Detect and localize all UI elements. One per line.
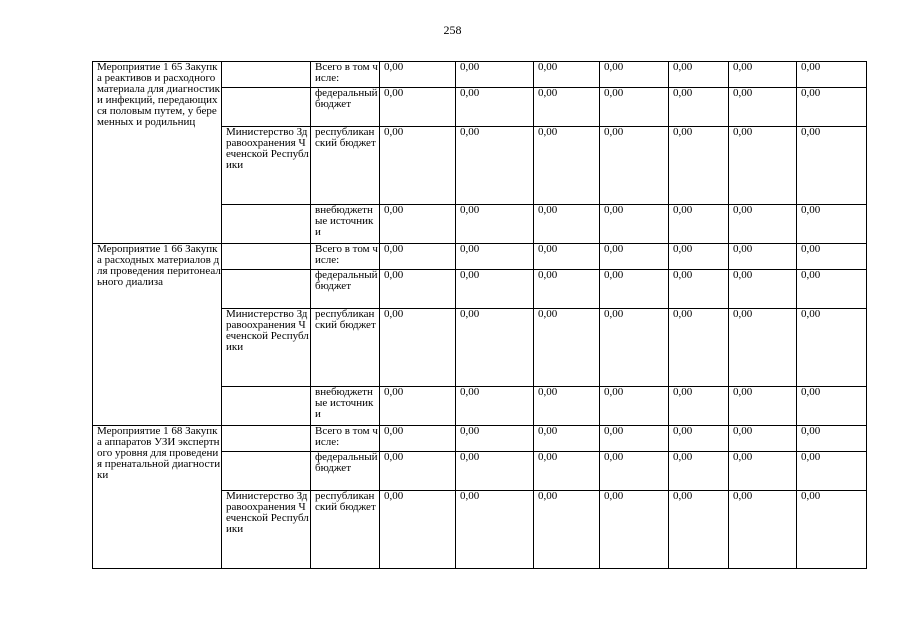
- value-cell: 0,00: [600, 270, 669, 309]
- funding-source: федеральный бюджет: [311, 88, 380, 127]
- value-cell: 0,00: [380, 88, 456, 127]
- value-cell: 0,00: [797, 88, 867, 127]
- value-cell: 0,00: [534, 244, 600, 270]
- value-cell: 0,00: [797, 491, 867, 569]
- value-cell: 0,00: [797, 244, 867, 270]
- executor-cell: Министерство Здравоохранения Чеченской Республики: [222, 127, 311, 205]
- value-cell: 0,00: [797, 270, 867, 309]
- value-cell: 0,00: [534, 88, 600, 127]
- funding-source: Всего в том числе:: [311, 62, 380, 88]
- value-cell: 0,00: [380, 309, 456, 387]
- value-cell: 0,00: [534, 491, 600, 569]
- value-cell: 0,00: [534, 387, 600, 426]
- value-cell: 0,00: [669, 244, 729, 270]
- executor-cell-empty: [222, 426, 311, 452]
- value-cell: 0,00: [380, 127, 456, 205]
- value-cell: 0,00: [380, 452, 456, 491]
- value-cell: 0,00: [797, 309, 867, 387]
- value-cell: 0,00: [669, 491, 729, 569]
- value-cell: 0,00: [797, 127, 867, 205]
- value-cell: 0,00: [380, 491, 456, 569]
- funding-source: республиканский бюджет: [311, 127, 380, 205]
- value-cell: 0,00: [534, 62, 600, 88]
- value-cell: 0,00: [729, 270, 797, 309]
- value-cell: 0,00: [534, 452, 600, 491]
- value-cell: 0,00: [729, 426, 797, 452]
- table-row: [93, 62, 867, 88]
- value-cell: 0,00: [669, 270, 729, 309]
- value-cell: 0,00: [456, 205, 534, 244]
- value-cell: 0,00: [797, 426, 867, 452]
- table-row: [93, 244, 867, 270]
- funding-source: Всего в том числе:: [311, 426, 380, 452]
- value-cell: 0,00: [380, 244, 456, 270]
- page-number: 258: [443, 23, 462, 37]
- executor-cell-empty: [222, 387, 311, 426]
- value-cell: 0,00: [669, 387, 729, 426]
- value-cell: 0,00: [600, 62, 669, 88]
- value-cell: 0,00: [669, 426, 729, 452]
- value-cell: 0,00: [669, 127, 729, 205]
- value-cell: 0,00: [534, 270, 600, 309]
- funding-source: республиканский бюджет: [311, 491, 380, 569]
- value-cell: 0,00: [380, 426, 456, 452]
- value-cell: 0,00: [729, 127, 797, 205]
- executor-cell-empty: [222, 205, 311, 244]
- value-cell: 0,00: [669, 452, 729, 491]
- value-cell: 0,00: [380, 270, 456, 309]
- value-cell: 0,00: [380, 62, 456, 88]
- value-cell: 0,00: [729, 387, 797, 426]
- value-cell: 0,00: [729, 62, 797, 88]
- funding-source: Всего в том числе:: [311, 244, 380, 270]
- value-cell: 0,00: [669, 205, 729, 244]
- value-cell: 0,00: [600, 309, 669, 387]
- value-cell: 0,00: [456, 62, 534, 88]
- value-cell: 0,00: [797, 387, 867, 426]
- executor-cell-empty: [222, 244, 311, 270]
- value-cell: 0,00: [797, 205, 867, 244]
- executor-cell-empty: [222, 452, 311, 491]
- value-cell: 0,00: [600, 244, 669, 270]
- value-cell: 0,00: [797, 62, 867, 88]
- funding-source: внебюджетные источники: [311, 387, 380, 426]
- value-cell: 0,00: [729, 244, 797, 270]
- value-cell: 0,00: [669, 62, 729, 88]
- value-cell: 0,00: [456, 127, 534, 205]
- value-cell: 0,00: [456, 244, 534, 270]
- value-cell: 0,00: [600, 387, 669, 426]
- funding-source: внебюджетные источники: [311, 205, 380, 244]
- funding-source: федеральный бюджет: [311, 270, 380, 309]
- value-cell: 0,00: [534, 205, 600, 244]
- value-cell: 0,00: [456, 309, 534, 387]
- value-cell: 0,00: [600, 452, 669, 491]
- value-cell: 0,00: [669, 309, 729, 387]
- value-cell: 0,00: [380, 205, 456, 244]
- value-cell: 0,00: [456, 387, 534, 426]
- value-cell: 0,00: [797, 452, 867, 491]
- funding-source: республиканский бюджет: [311, 309, 380, 387]
- value-cell: 0,00: [380, 387, 456, 426]
- table-row: [93, 426, 867, 452]
- measure-title: Мероприятие 1 68 Закупка аппаратов УЗИ экспертного уровня для проведения пренатальной диагностики: [93, 426, 222, 569]
- measure-title: Мероприятие 1 65 Закупка реактивов и расходного материала для диагностики инфекций, передающихся половым путем, у беременных и родильниц: [93, 62, 222, 244]
- executor-cell: Министерство Здравоохранения Чеченской Республики: [222, 491, 311, 569]
- executor-cell-empty: [222, 88, 311, 127]
- value-cell: 0,00: [729, 452, 797, 491]
- value-cell: 0,00: [600, 205, 669, 244]
- value-cell: 0,00: [456, 270, 534, 309]
- value-cell: 0,00: [729, 491, 797, 569]
- value-cell: 0,00: [534, 309, 600, 387]
- value-cell: 0,00: [729, 88, 797, 127]
- value-cell: 0,00: [669, 88, 729, 127]
- value-cell: 0,00: [534, 127, 600, 205]
- value-cell: 0,00: [456, 491, 534, 569]
- value-cell: 0,00: [729, 309, 797, 387]
- executor-cell-empty: [222, 62, 311, 88]
- value-cell: 0,00: [600, 88, 669, 127]
- value-cell: 0,00: [600, 127, 669, 205]
- budget-table: [92, 61, 867, 569]
- value-cell: 0,00: [534, 426, 600, 452]
- measure-title: Мероприятие 1 66 Закупка расходных материалов для проведения перитонеального диализа: [93, 244, 222, 426]
- executor-cell-empty: [222, 270, 311, 309]
- value-cell: 0,00: [600, 426, 669, 452]
- value-cell: 0,00: [456, 88, 534, 127]
- value-cell: 0,00: [456, 452, 534, 491]
- value-cell: 0,00: [600, 491, 669, 569]
- value-cell: 0,00: [729, 205, 797, 244]
- executor-cell: Министерство Здравоохранения Чеченской Республики: [222, 309, 311, 387]
- funding-source: федеральный бюджет: [311, 452, 380, 491]
- value-cell: 0,00: [456, 426, 534, 452]
